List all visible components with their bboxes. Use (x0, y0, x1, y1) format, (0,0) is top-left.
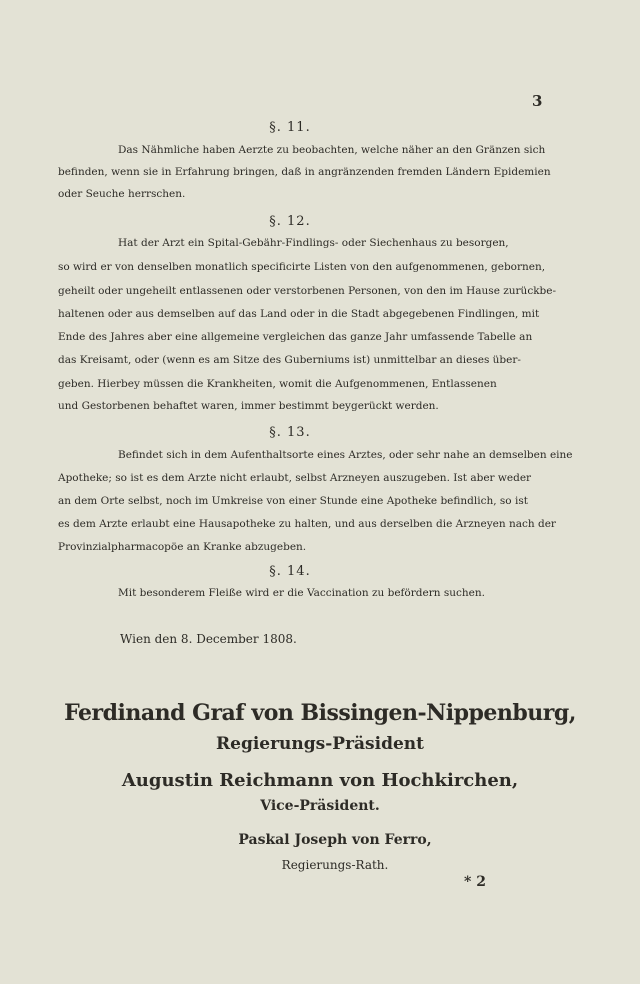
section-heading: §. 14. (269, 564, 311, 579)
paragraph-line: Ende des Jahres aber eine allgemeine vergleichen das ganze Jahr umfassende Tabelle an (58, 331, 533, 343)
signatory-name: Paskal Joseph von Ferro, (238, 832, 432, 848)
paragraph-line: Mit besonderem Fleiße wird er die Vaccination zu befördern suchen. (118, 587, 485, 599)
paragraph-line: befinden, wenn sie in Erfahrung bringen, daß in angränzenden fremden Ländern Epidemien (58, 166, 551, 178)
paragraph-line: oder Seuche herrschen. (58, 188, 186, 200)
signatory-title: Vice-Präsident. (260, 798, 380, 814)
paragraph-line: so wird er von denselben monatlich specificirte Listen von den aufgenommenen, gebornen, (58, 261, 546, 273)
section-heading: §. 13. (269, 425, 311, 440)
signatory-title: Regierungs-Rath. (281, 858, 389, 872)
paragraph-line: das Kreisamt, oder (wenn es am Sitze des Guberniums ist) unmittelbar an dieses über- (58, 354, 521, 366)
signatory-name: Ferdinand Graf von Bissingen-Nippenburg, (64, 700, 576, 726)
section-heading: §. 12. (269, 214, 311, 229)
paragraph-line: geheilt oder ungeheilt entlassenen oder verstorbenen Personen, von den im Hause zurückbe- (58, 285, 557, 297)
paragraph-line: Apotheke; so ist es dem Arzte nicht erlaubt, selbst Arzneyen auszugeben. Ist aber weder (58, 472, 532, 484)
signatory-name: Augustin Reichmann von Hochkirchen, (121, 770, 519, 791)
document-date: Wien den 8. December 1808. (120, 632, 297, 646)
paragraph-line: und Gestorbenen behaftet waren, immer bestimmt beygerückt werden. (58, 400, 439, 412)
paragraph-line: haltenen oder aus demselben auf das Land oder in die Stadt abgegebenen Findlingen, mit (58, 308, 540, 320)
paragraph-line: an dem Orte selbst, noch im Umkreise von einer Stunde eine Apotheke befindlich, so ist (58, 495, 528, 507)
paragraph-line: es dem Arzte erlaubt eine Hausapotheke zu halten, und aus derselben die Arzneyen nach der (58, 518, 556, 530)
paragraph-line: Befindet sich in dem Aufenthaltsorte eines Arztes, oder sehr nahe an demselben eine (118, 449, 573, 461)
signature-mark: * 2 (464, 874, 486, 890)
paragraph-line: geben. Hierbey müssen die Krankheiten, womit die Aufgenommenen, Entlassenen (58, 378, 497, 390)
section-heading: §. 11. (269, 120, 311, 135)
signatory-title: Regierungs-Präsident (216, 734, 424, 754)
paragraph-line: Das Nähmliche haben Aerzte zu beobachten, welche näher an den Gränzen sich (118, 144, 546, 156)
paragraph-line: Provinzialpharmacopöe an Kranke abzugeben. (58, 541, 307, 553)
paragraph-line: Hat der Arzt ein Spital-Gebähr-Findlings- oder Siechenhaus zu besorgen, (118, 237, 509, 249)
page-number: 3 (532, 92, 543, 110)
